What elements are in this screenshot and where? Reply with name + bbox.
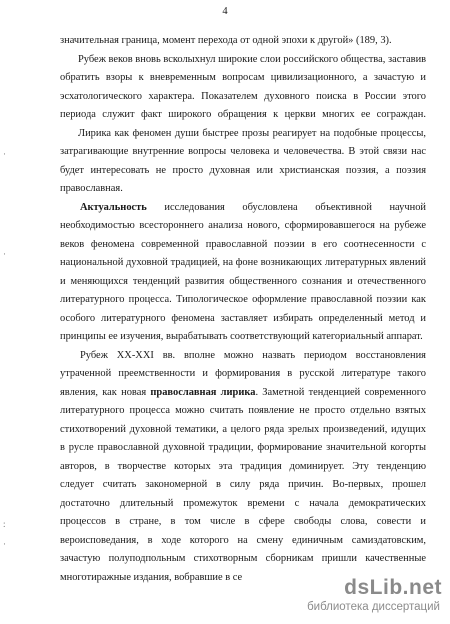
line-text: национальной духовной традицией, на фоне возникающих литературных явлений [60, 257, 426, 268]
text-line [60, 145, 426, 159]
text-line [60, 404, 426, 418]
text-line [60, 182, 426, 196]
line-text: многотиражные издания, вобравшие в се [60, 572, 243, 583]
line-text: периода служит факт широкого обращения к церкви многих ее сограждан. [60, 109, 426, 120]
line-text: обратить взоры к вневременным вопросам цивилизационного, а зачастую и [60, 72, 426, 83]
line-text: Лирика как феномен души быстрее прозы реагирует на подобные процессы, [78, 128, 426, 139]
margin-mark: : [3, 519, 6, 529]
line-text: достаточно длительный промежуток времени с начала демократических [60, 498, 426, 509]
text-line [60, 441, 426, 455]
text-line [60, 275, 426, 289]
watermark-caption: библиотека диссертаций [307, 601, 440, 613]
line-text: православная. [60, 183, 123, 194]
watermark [282, 576, 442, 618]
text-line [78, 127, 426, 141]
text-line [60, 34, 426, 48]
text-line [80, 201, 426, 215]
margin-mark: · [3, 249, 6, 259]
line-text: необходимостью всестороннего анализа нового, сформировавшегося на рубеже [60, 220, 426, 231]
text-line [60, 90, 426, 104]
text-line [60, 293, 426, 307]
text-line [60, 164, 426, 178]
text-line [60, 515, 426, 529]
text-line [60, 386, 426, 400]
emphasis-text: Актуальность [80, 202, 147, 213]
line-text: литературного процесса. Типологическое оформление православной поэзии как [60, 294, 426, 305]
line-text: веков феномена современной православной поэзии в его соотнесенности с [60, 239, 426, 250]
text-line [60, 534, 426, 548]
line-text: вероисповедания, в ходе которого на смену единичным самиздатовским, [60, 535, 426, 546]
line-text: стихотворений духовной тематики, а целого ряда зрелых произведений, идущих [60, 424, 426, 435]
watermark-logo: dsLib.net [344, 576, 442, 599]
line-text: следует считать закономерной в силу ряда причин. Во-первых, прошел [60, 479, 426, 490]
text-line [60, 71, 426, 85]
text-line [60, 423, 426, 437]
text-line [60, 238, 426, 252]
margin-mark: · [3, 539, 6, 549]
text-line [60, 312, 426, 326]
line-text: Рубеж XX-XXI вв. вполне можно назвать периодом восстановления [80, 350, 426, 361]
line-text: эсхатологического характера. Показателем духовного поиска в России этого [60, 91, 426, 102]
text-line [60, 497, 426, 511]
text-line [60, 108, 426, 122]
line-text: исследования обусловлена объективной научной [164, 202, 426, 213]
text-line [60, 256, 426, 270]
page-number: 4 [222, 6, 228, 17]
line-text: принципы ее изучения, вырабатывать соответствующий категориальный аппарат. [60, 331, 423, 342]
text-line [60, 460, 426, 474]
text-line [78, 53, 426, 67]
line-text: особого литературного феномена заставляет избирать определенный метод и [60, 313, 426, 324]
text-line [60, 219, 426, 233]
line-text: и меняющихся тенденций развития общественного сознания и отечественного [60, 276, 426, 287]
text-line [60, 367, 426, 381]
line-text: зачастую полуподпольным стихотворным сборникам пришли качественные [60, 553, 426, 564]
text-line [60, 478, 426, 492]
line-text: утраченной преемственности и формирования в русской литературе такого [60, 368, 426, 379]
line-text: процессов в стране, в том числе в сфере свободы слова, совести и [60, 516, 426, 527]
line-text: значительная граница, момент перехода от одной эпохи к другой» (189, 3). [60, 35, 392, 46]
line-text: авторов, в творчестве которых эта традиция доминирует. Эту тенденцию [60, 461, 426, 472]
line-text: литературного процесса можно считать появление не просто отдельно взятых [60, 405, 426, 416]
margin-mark: · [3, 149, 6, 159]
text-line [60, 330, 426, 344]
emphasis-text: православная лирика [150, 387, 256, 398]
line-text: явления, как новая [60, 387, 147, 398]
line-text: . Заметной тенденцией современного [255, 387, 426, 398]
text-line [60, 552, 426, 566]
line-text: в русле православной духовной традиции, формирование значительной когорты [60, 442, 426, 453]
line-text: затрагивающие внутренние вопросы человека и человечества. В этой связи нас [60, 146, 426, 157]
text-line [80, 349, 426, 363]
line-text: Рубеж веков вновь всколыхнул широкие слои российского общества, заставив [78, 54, 426, 65]
line-text: будет интересовать не просто духовная или христианская поэзия, а поэзия [60, 165, 426, 176]
